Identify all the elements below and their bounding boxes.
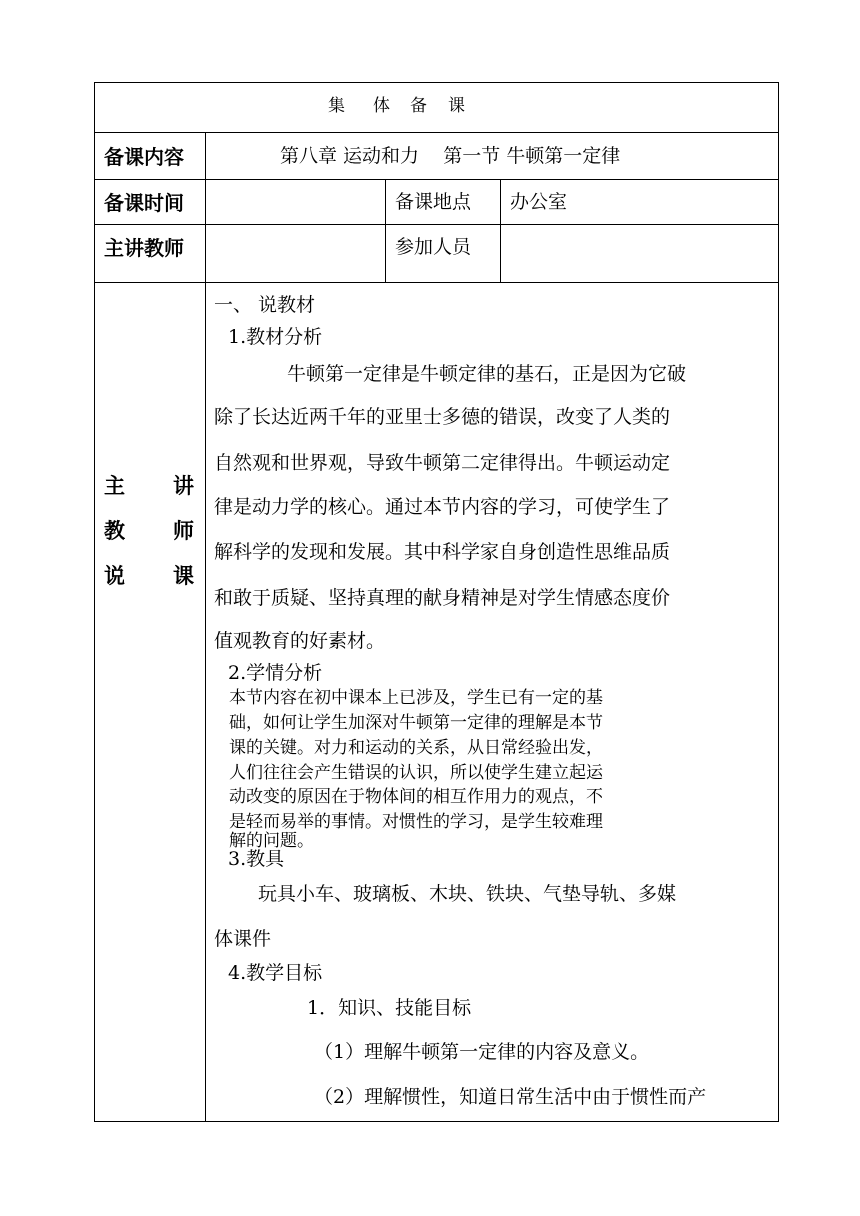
- table-title-char: 课: [448, 96, 465, 116]
- row-divider: [94, 224, 779, 225]
- row-divider: [94, 282, 779, 283]
- paragraph-line: 动改变的原因在于物体间的相互作用力的观点，不: [229, 787, 603, 807]
- side-label-char: 课: [173, 564, 194, 588]
- paragraph-line: 人们往往会产生错误的认识，所以使学生建立起运: [229, 763, 603, 783]
- paragraph-line: 础，如何让学生加深对牛顿第一定律的理解是本节: [229, 713, 603, 733]
- subsection-heading: 3.教具: [228, 848, 285, 870]
- goal-item: （1）理解牛顿第一定律的内容及意义。: [314, 1041, 650, 1063]
- side-label-char: 师: [173, 519, 194, 543]
- content-value: 第八章 运动和力 第一节 牛顿第一定律: [280, 145, 621, 167]
- side-label-char: 说: [104, 564, 125, 588]
- goal-item: （2）理解惯性，知道日常生活中由于惯性而产: [314, 1086, 707, 1108]
- paragraph-line: 牛顿第一定律是牛顿定律的基石，正是因为它破: [287, 363, 687, 385]
- table-title-char: 体: [373, 96, 390, 116]
- column-divider: [205, 132, 206, 1122]
- time-label: 备课时间: [104, 191, 184, 215]
- participants-label: 参加人员: [395, 236, 472, 258]
- column-divider: [500, 179, 501, 282]
- place-value: 办公室: [510, 191, 568, 213]
- paragraph-line: 律是动力学的核心。通过本节内容的学习，可使学生了: [214, 496, 671, 518]
- paragraph-line: 值观教育的好素材。: [214, 630, 386, 652]
- column-divider: [385, 179, 386, 282]
- paragraph-line: 除了长达近两千年的亚里士多德的错误，改变了人类的: [214, 406, 671, 428]
- row-divider: [94, 179, 779, 180]
- row-divider: [94, 132, 779, 133]
- goal-heading: 1．知识、技能目标: [307, 997, 472, 1019]
- place-label: 备课地点: [395, 191, 472, 213]
- table-title-char: 备: [410, 96, 427, 116]
- paragraph-line: 体课件: [214, 928, 272, 950]
- side-label-char: 讲: [173, 474, 194, 498]
- subsection-heading: 2.学情分析: [228, 662, 323, 684]
- section-heading: 一、 说教材: [214, 294, 316, 316]
- subsection-heading: 1.教材分析: [228, 326, 323, 348]
- paragraph-line: 是轻而易举的事情。对惯性的学习，是学生较难理: [229, 812, 603, 832]
- paragraph-line: 玩具小车、玻璃板、木块、铁块、气垫导轨、多媒: [258, 883, 677, 905]
- paragraph-line: 自然观和世界观，导致牛顿第二定律得出。牛顿运动定: [214, 452, 671, 474]
- paragraph-line: 解科学的发现和发展。其中科学家自身创造性思维品质: [214, 541, 671, 563]
- paragraph-line: 解的问题。: [229, 831, 314, 851]
- paragraph-line: 和敢于质疑、坚持真理的献身精神是对学生情感态度价: [214, 587, 671, 609]
- table-title-char: 集: [328, 96, 345, 116]
- side-label-char: 教: [104, 519, 125, 543]
- teacher-label: 主讲教师: [104, 236, 184, 260]
- content-label: 备课内容: [104, 145, 184, 169]
- paragraph-line: 课的关键。对力和运动的关系，从日常经验出发，: [229, 738, 603, 758]
- subsection-heading: 4.教学目标: [228, 962, 323, 984]
- paragraph-line: 本节内容在初中课本上已涉及，学生已有一定的基: [229, 688, 603, 708]
- side-label-char: 主: [104, 474, 125, 498]
